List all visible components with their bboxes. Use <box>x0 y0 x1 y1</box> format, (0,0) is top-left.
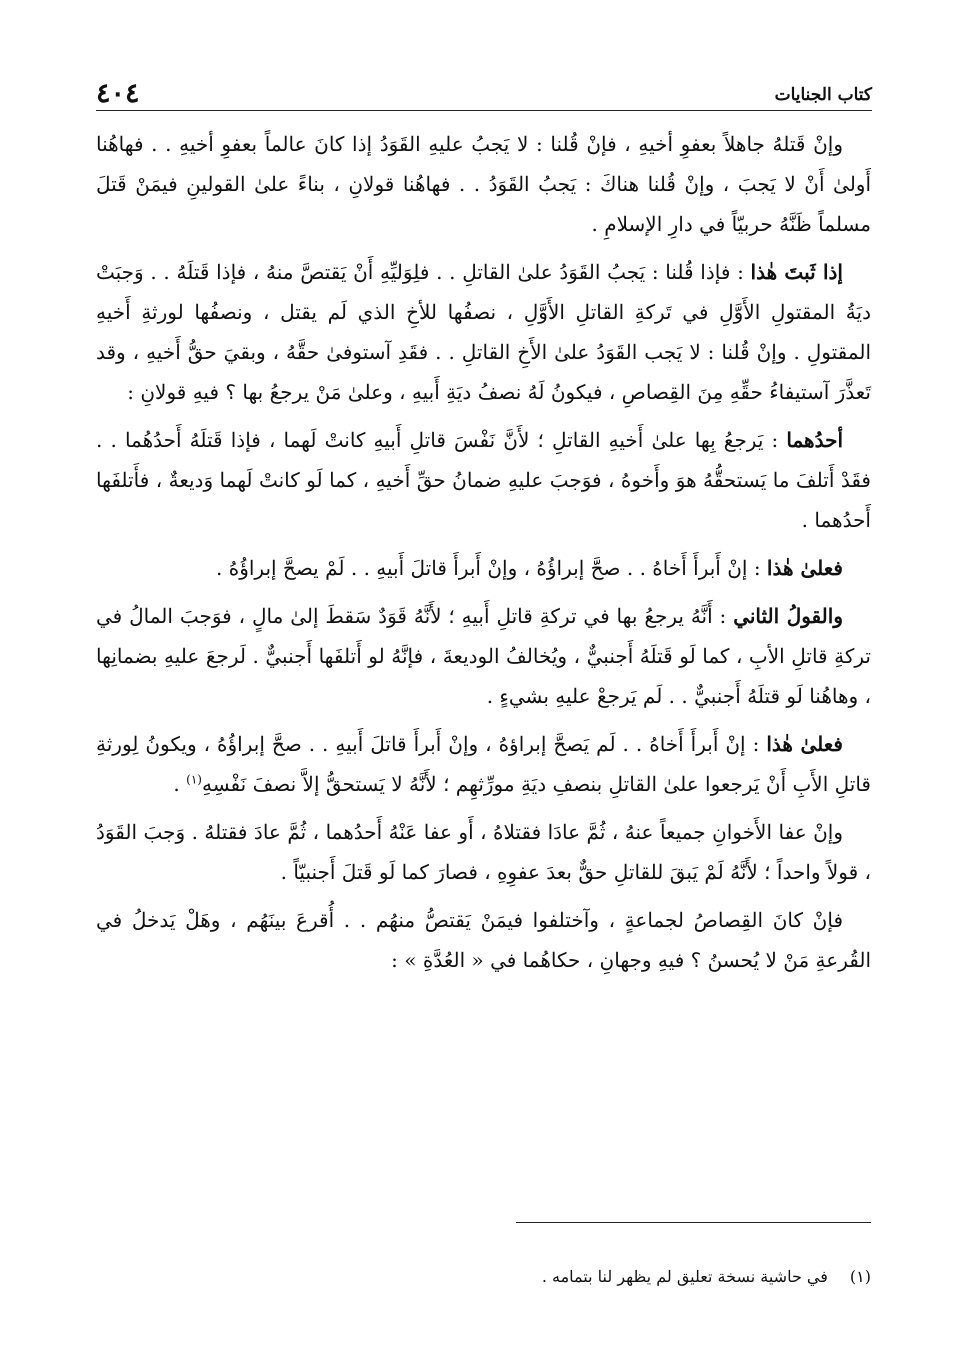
running-title: كتاب الجنايات <box>774 85 872 105</box>
paragraph <box>96 596 871 716</box>
paragraph-lead: إذا ثَبتَ هٰذا <box>750 260 843 284</box>
page-header <box>96 78 872 111</box>
paragraph-lead: أحدُهما <box>786 428 843 452</box>
paragraph-text: : يَرجعُ بِها علىٰ أَخيهِ القاتلِ ؛ لأَنَّ نَفْسَ قاتلِ أَبيهِ كانتْ لَهما ، فإذا قَتلَهُ أَحدُهُما . . فقَدْ أَتلفَ ما يَستحقُّهُ هوَ وأَخوهُ ، فوَجبَ عليهِ ضمانُ حقِّ أَخيهِ ، كما لَو كانتْ لَهما وَديعةٌ ، فأَتلفَها أَحدُهما . <box>96 428 871 532</box>
footnote-reference[interactable]: (١) <box>186 772 202 787</box>
paragraph-text: : فإذا قُلنا : يَجبُ القَوَدُ علىٰ القاتلِ . . فلِوَليِّهِ أَنْ يَقتصَّ منهُ ، فإذا قَتلَهُ . . وَجبَتْ ديَةُ المقتولِ الأَوَّلِ في تَركةِ القاتلِ الأَوَّلِ ، نصفُها للأخِ الذي لَم يقتل ، ونصفُها لورثةِ أَخيهِ المقتولِ . وإنْ قُلنا : لا يَجب القَوَدُ علىٰ الأَخِ القاتلِ . . فقَدِ آستوفىٰ حقَّهُ ، وبقيَ حقُّ أَخيهِ ، وقد تَعذَّرَ آستيفاءُ حقِّهِ مِنَ القِصاصِ ، فيكونُ لَهُ نصفُ ديَةِ أَبيهِ ، وعلىٰ مَنْ يرجعُ بها ؟ فيهِ قولانِ : <box>96 260 871 404</box>
paragraph <box>96 548 871 588</box>
paragraph-text: : إنْ أَبرأَ أَخاهُ . . لَم يَصحَّ إبراؤهُ ، وإنْ أَبرأَ قاتلَ أَبيهِ . . صحَّ إبراؤُهُ ، ويكونُ لِورثةِ قاتلِ الأَبِ أَنْ يَرجعوا علىٰ القاتلِ بنصفِ ديَةِ مورِّثهِم ؛ لأَنَّهُ لا يَستحقُّ إلاَّ نصفَ نَفْسِهِ <box>96 732 871 796</box>
paragraph-lead: فعلىٰ هٰذا <box>766 732 843 756</box>
footnote <box>96 1266 871 1288</box>
paragraph <box>96 724 871 804</box>
paragraph <box>96 900 871 980</box>
paragraph <box>96 420 871 540</box>
footnote-divider <box>516 1222 871 1223</box>
paragraph <box>96 124 871 244</box>
footnote-number: (١) <box>849 1267 871 1286</box>
paragraph <box>96 812 871 892</box>
paragraph-text: وإنْ عفا الأَخوانِ جميعاً عنهُ ، ثُمَّ عادَا فقتلاهُ ، أَو عفا عَنْهُ أَحدُهما ، ثُمَّ عادَ فقتلهُ . وَجبَ القَوَدُ ، قولاً واحداً ؛ لأَنَّهُ لَمْ يَبقَ للقاتلِ حقٌّ بعدَ عفوِهِ ، فصارَ كما لَو قَتلَ أَجنبيّاً . <box>96 820 871 884</box>
footnote-text: في حاشية نسخة تعليق لم يظهر لنا بتمامه . <box>541 1267 828 1286</box>
page-number: ٤٠٤ <box>96 78 140 109</box>
paragraph-text: : أَنَّهُ يرجعُ بها في تركةِ قاتلِ أَبيهِ ؛ لأَنَّهُ قَوَدٌ سَقطَ إلىٰ مالٍ ، فوَجبَ المالُ في تركةِ قاتلِ الأبِ ، كما لَو قَتلَهُ أَجنبيٌّ ، ويُخالفُ الوديعةَ ، فإنَّهُ لو أَتلفَها أَجنبيٌّ . لَرجعَ عليهِ بضمانِها ، وهاهُنا لَو قتلَهُ أَجنبيٌّ . . لَم يَرجعْ عليهِ بشيءٍ . <box>96 604 871 708</box>
paragraph-text: وإنْ قَتلهُ جاهلاً بعفوِ أخيهِ ، فإنْ قُلنا : لا يَجبُ عليهِ القَوَدُ إذا كانَ عالماً بعفوِ أخيهِ . . فهاهُنا أَولىٰ أَنْ لا يَجبَ ، وإنْ قُلنا هناكَ : يَجبُ القَوَدُ . . فهاهُنا قولانِ ، بناءً علىٰ القولينِ فيمَنْ قَتلَ مسلماً ظَنَّهُ حربيّاً في دارِ الإسلامِ . <box>96 132 871 236</box>
paragraph-text: فإنْ كانَ القِصاصُ لجماعةٍ ، وآختلفوا فيمَنْ يَقتصُّ منهُم . . أُقرعَ بينَهُم ، وهَلْ يَدخلُ في القُرعةِ مَنْ لا يُحسنُ ؟ فيهِ وجهانِ ، حكاهُما في « العُدَّةِ » : <box>96 908 871 972</box>
paragraph-lead: والقولُ الثاني <box>733 604 843 628</box>
paragraph-lead: فعلىٰ هٰذا <box>766 556 843 580</box>
paragraph <box>96 252 871 412</box>
main-text <box>96 124 871 988</box>
paragraph-text: : إنْ أَبرأَ أَخاهُ . . صحَّ إبراؤُهُ ، وإنْ أَبرأَ قاتلَ أَبيهِ . . لَمْ يصحَّ إبراؤُهُ . <box>216 556 767 580</box>
paragraph-tail: . <box>173 772 187 796</box>
